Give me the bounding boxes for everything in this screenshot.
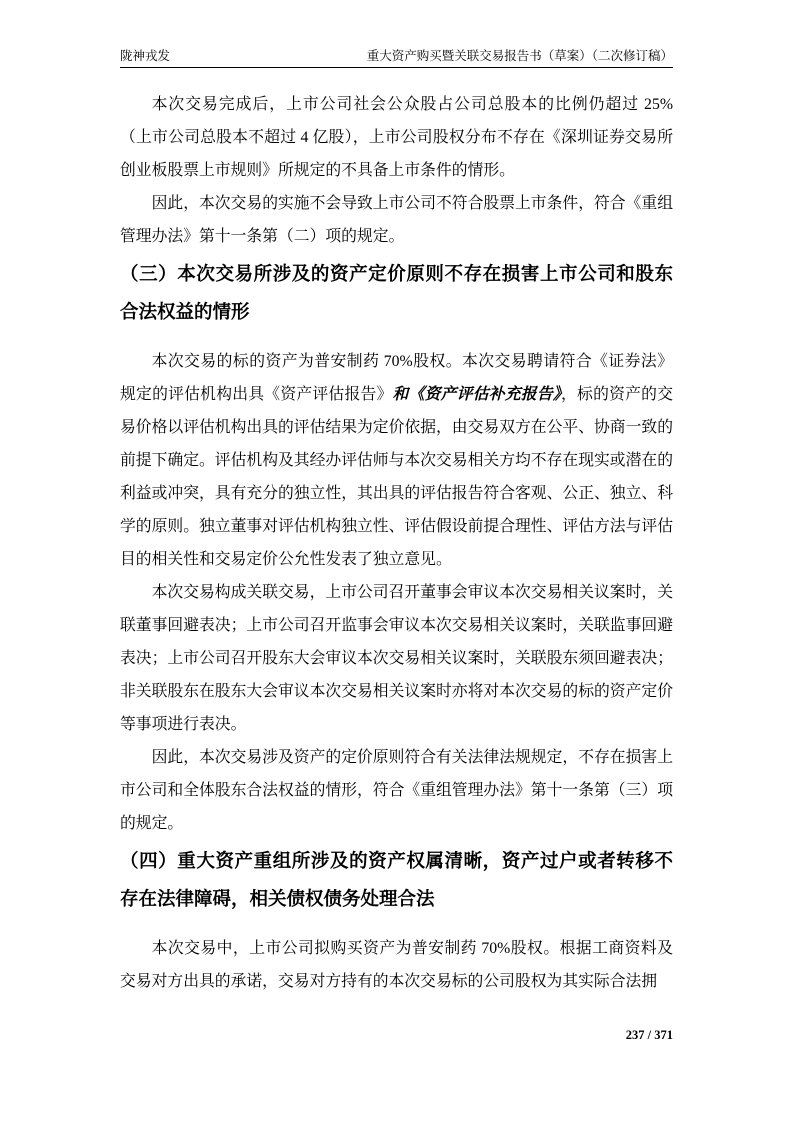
paragraph-related-party-voting: 本次交易构成关联交易，上市公司召开董事会审议本次交易相关议案时，关联董事回避表决；上市公司召开监事会审议本次交易相关议案时，关联监事回避表决；上市公司召开股东大会审议本次交易相关议案时，关联股东须回避表决；非关联股东在股东大会审议本次交易相关议案时亦将对本次交易的标的资产定价等事项进行表决。 [120,584,673,733]
page-number: 237 / 371 [625,1028,673,1042]
document-body [120,88,673,998]
page-footer [626,1028,673,1043]
section-heading-4: （四）重大资产重组所涉及的资产权属清晰，资产过户或者转移不存在法律障碍，相关债权债务处理合法 [120,850,673,909]
paragraph-conclusion-item2: 因此，本次交易的实施不会导致上市公司不符合股票上市条件，符合《重组管理办法》第十一条第（二）项的规定。 [120,195,673,245]
section-heading-3: （三）本次交易所涉及的资产定价原则不存在损害上市公司和股东合法权益的情形 [120,263,673,322]
paragraph-public-float: 本次交易完成后，上市公司社会公众股占公司总股本的比例仍超过 25%（上市公司总股本不超过 4 亿股），上市公司股权分布不存在《深圳证券交易所创业板股票上市规则》所规定的不具备上市条件的情形。 [120,96,673,179]
paragraph-pricing-part1: 本次交易的标的资产为普安制药 70%股权。本次交易聘请符合《证券法》规定的评估机构出具《资产评估报告》 [120,353,673,403]
header-document-title: 重大资产购买暨关联交易报告书（草案）（二次修订稿） [366,49,673,63]
paragraph-pricing-emphasis: 和《资产评估补充报告》 [392,386,561,403]
paragraph-pricing [120,345,673,576]
header-company-name: 陇神戎发 [120,49,171,63]
paragraph-ownership: 本次交易中，上市公司拟购买资产为普安制药 70%股权。根据工商资料及交易对方出具的承诺，交易对方持有的本次交易标的公司股权为其实际合法拥 [120,940,673,990]
paragraph-conclusion-item3: 因此，本次交易涉及资产的定价原则符合有关法律法规规定，不存在损害上市公司和全体股东合法权益的情形，符合《重组管理办法》第十一条第（三）项的规定。 [120,749,673,832]
page-header [120,48,673,68]
paragraph-pricing-part2: ，标的资产的交易价格以评估机构出具的评估结果为定价依据，由交易双方在公平、协商一致的前提下确定。评估机构及其经办评估师与本次交易相关方均不存在现实或潜在的利益或冲突，具有充分的独立性，其出具的评估报告符合客观、公正、独立、科学的原则。独立董事对评估机构独立性、评估假设前提合理性、评估方法与评估目的相关性和交易定价公允性发表了独立意见。 [120,386,673,568]
